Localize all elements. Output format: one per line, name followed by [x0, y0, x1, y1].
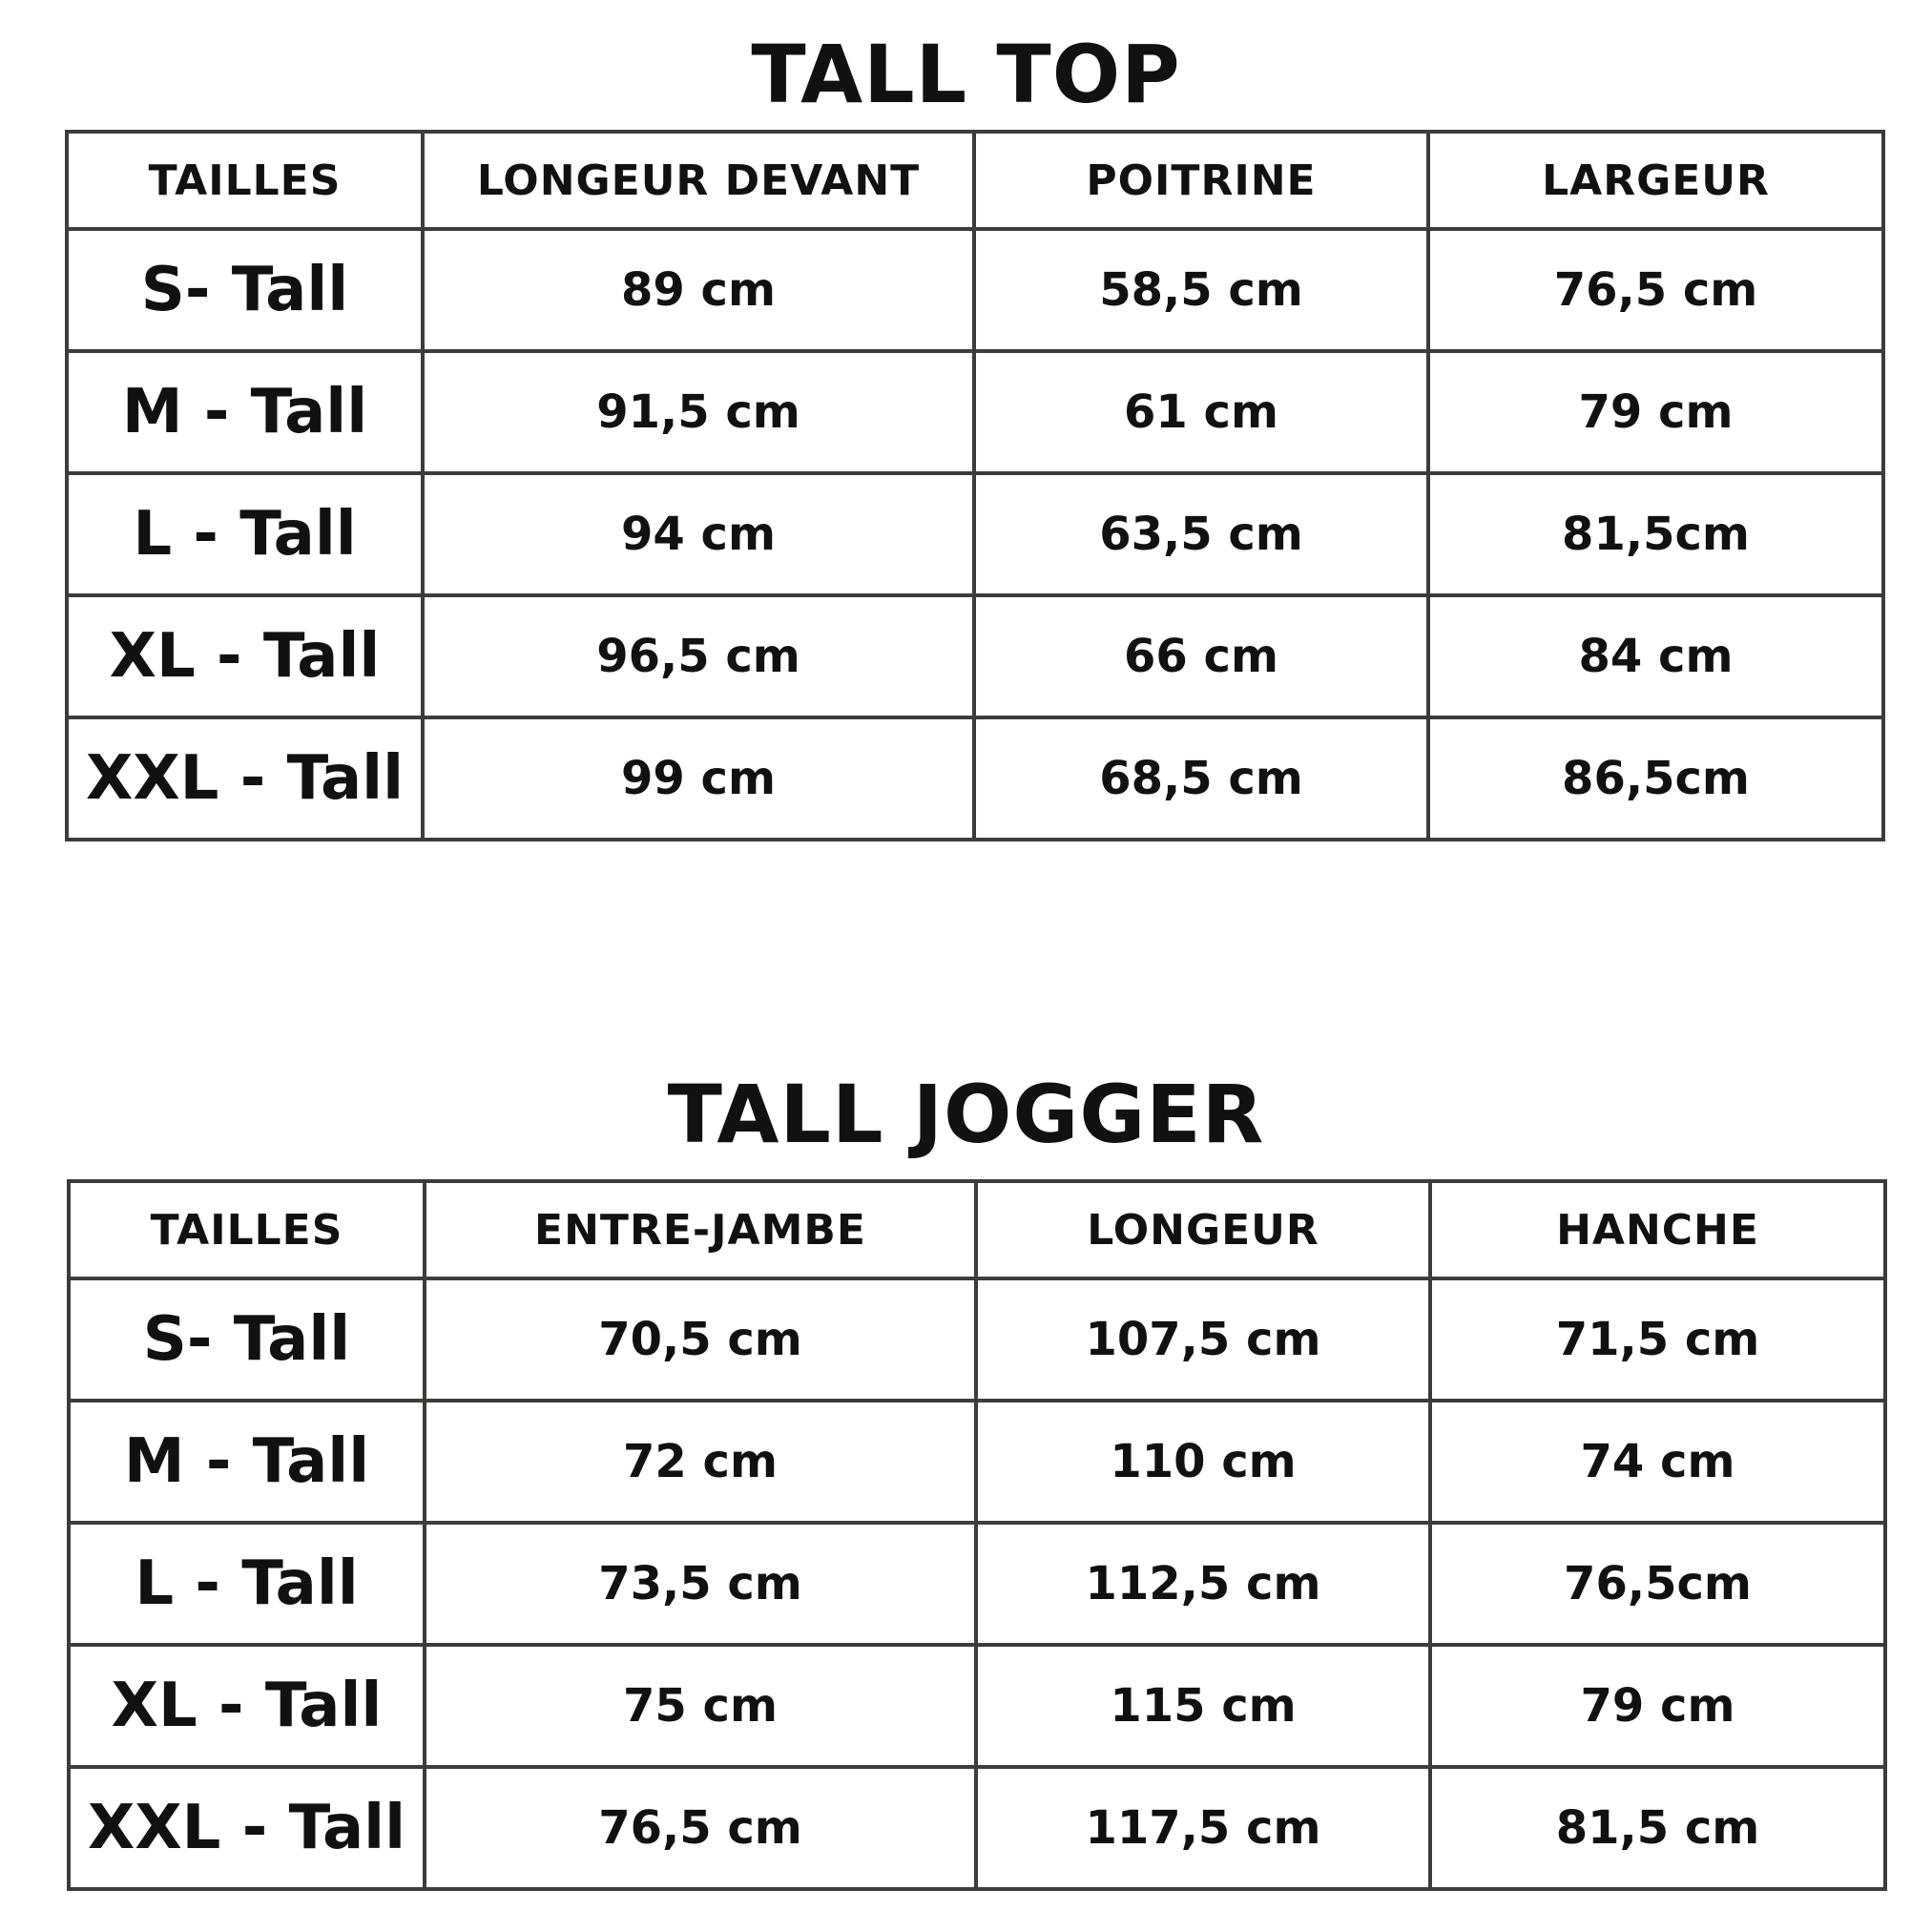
table-row [69, 1278, 1885, 1401]
inseam-value: 76,5 cm [425, 1767, 976, 1889]
column-header-chest: POITRINE [974, 132, 1428, 229]
hip-value: 76,5cm [1430, 1523, 1885, 1645]
size-label: L - Tall [67, 473, 423, 595]
table-row [67, 473, 1883, 595]
column-header-width: LARGEUR [1428, 132, 1883, 229]
hip-value: 74 cm [1430, 1401, 1885, 1523]
length-value: 115 cm [976, 1645, 1430, 1767]
width-value: 79 cm [1428, 351, 1883, 473]
inseam-value: 70,5 cm [425, 1278, 976, 1401]
column-header-sizes: TAILLES [69, 1181, 425, 1278]
chest-value: 61 cm [974, 351, 1428, 473]
inseam-value: 75 cm [425, 1645, 976, 1767]
inseam-value: 72 cm [425, 1401, 976, 1523]
chest-value: 58,5 cm [974, 229, 1428, 351]
front-length-value: 94 cm [423, 473, 974, 595]
tall-top-size-table [65, 130, 1885, 841]
length-value: 110 cm [976, 1401, 1430, 1523]
table-row [67, 717, 1883, 840]
length-value: 117,5 cm [976, 1767, 1430, 1889]
chest-value: 66 cm [974, 595, 1428, 717]
column-header-front-length: LONGEUR DEVANT [423, 132, 974, 229]
front-length-value: 89 cm [423, 229, 974, 351]
tall-top-title: TALL TOP [751, 28, 1181, 121]
front-length-value: 99 cm [423, 717, 974, 840]
tall-jogger-title: TALL JOGGER [667, 1068, 1265, 1161]
size-label: XXL - Tall [69, 1767, 425, 1889]
width-value: 81,5cm [1428, 473, 1883, 595]
size-label: S- Tall [69, 1278, 425, 1401]
table-row [69, 1523, 1885, 1645]
size-label: XXL - Tall [67, 717, 423, 840]
table-row [69, 1401, 1885, 1523]
chest-value: 63,5 cm [974, 473, 1428, 595]
width-value: 86,5cm [1428, 717, 1883, 840]
table-header-row [67, 132, 1883, 229]
hip-value: 79 cm [1430, 1645, 1885, 1767]
table-row [67, 229, 1883, 351]
length-value: 107,5 cm [976, 1278, 1430, 1401]
table-row [67, 595, 1883, 717]
table-header-row [69, 1181, 1885, 1278]
size-label: XL - Tall [67, 595, 423, 717]
column-header-inseam: ENTRE-JAMBE [425, 1181, 976, 1278]
size-label: S- Tall [67, 229, 423, 351]
width-value: 76,5 cm [1428, 229, 1883, 351]
hip-value: 71,5 cm [1430, 1278, 1885, 1401]
front-length-value: 96,5 cm [423, 595, 974, 717]
size-label: M - Tall [69, 1401, 425, 1523]
size-label: M - Tall [67, 351, 423, 473]
tall-jogger-size-table [67, 1179, 1887, 1891]
hip-value: 81,5 cm [1430, 1767, 1885, 1889]
column-header-length: LONGEUR [976, 1181, 1430, 1278]
column-header-sizes: TAILLES [67, 132, 423, 229]
table-row [69, 1645, 1885, 1767]
size-label: L - Tall [69, 1523, 425, 1645]
front-length-value: 91,5 cm [423, 351, 974, 473]
column-header-hip: HANCHE [1430, 1181, 1885, 1278]
table-row [69, 1767, 1885, 1889]
length-value: 112,5 cm [976, 1523, 1430, 1645]
width-value: 84 cm [1428, 595, 1883, 717]
chest-value: 68,5 cm [974, 717, 1428, 840]
size-label: XL - Tall [69, 1645, 425, 1767]
inseam-value: 73,5 cm [425, 1523, 976, 1645]
table-row [67, 351, 1883, 473]
